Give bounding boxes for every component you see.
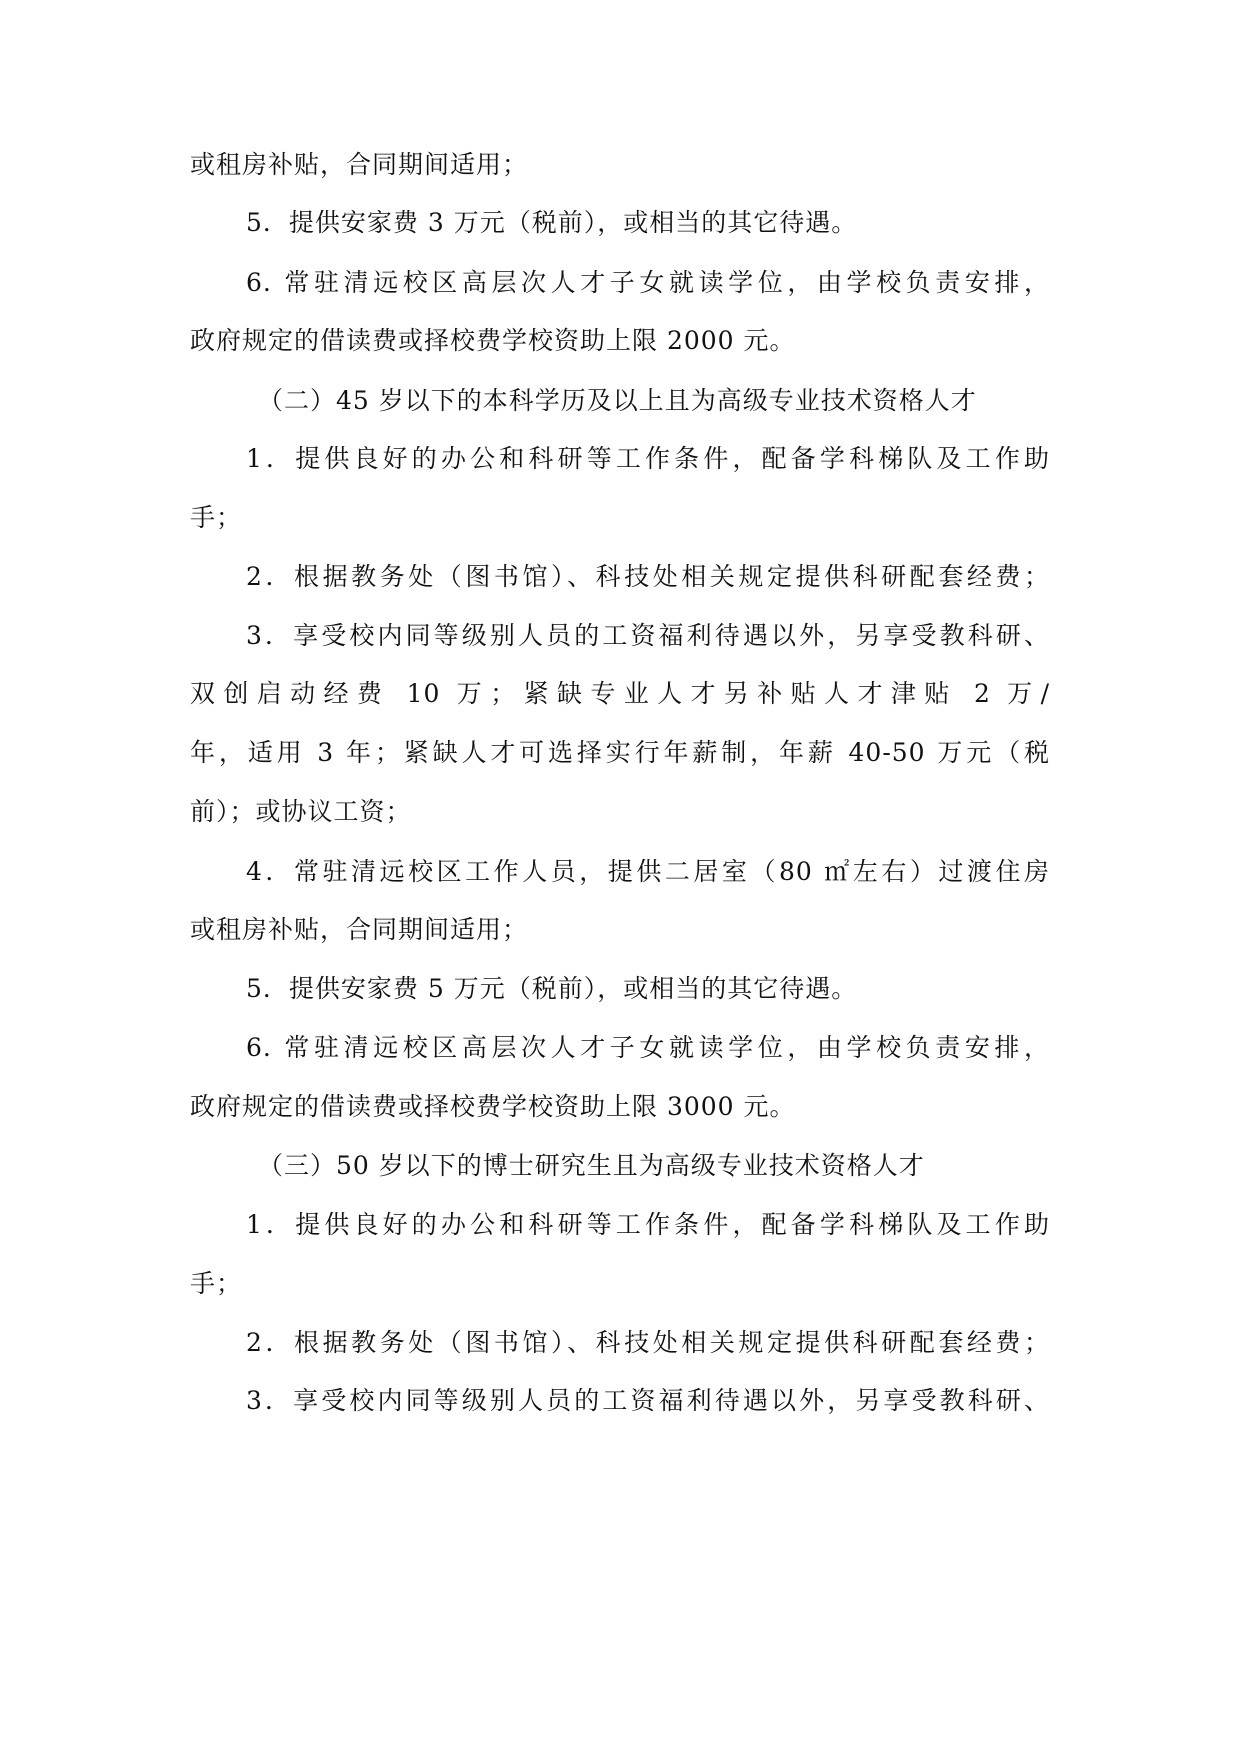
text-line: 4．常驻清远校区工作人员，提供二居室（80 ㎡左右）过渡住房 <box>246 857 1050 886</box>
text-line: 政府规定的借读费或择校费学校资助上限 2000 元。 <box>190 326 796 355</box>
text-line: 或租房补贴，合同期间适用； <box>190 150 529 179</box>
text-line: 1．提供良好的办公和科研等工作条件，配备学科梯队及工作助 <box>246 1210 1050 1239</box>
text-line: 3．享受校内同等级别人员的工资福利待遇以外，另享受教科研、 <box>246 1386 1050 1415</box>
text-line: 手； <box>190 1269 243 1298</box>
text-line: 手； <box>190 503 243 532</box>
text-line: 或租房补贴，合同期间适用； <box>190 915 529 944</box>
text-line: 前）；或协议工资； <box>190 797 412 826</box>
section-heading: （三）50 岁以下的博士研究生且为高级专业技术资格人才 <box>258 1151 925 1180</box>
text-line: 6. 常驻清远校区高层次人才子女就读学位，由学校负责安排， <box>246 268 1050 297</box>
text-line: 2．根据教务处（图书馆）、科技处相关规定提供科研配套经费； <box>246 1328 1050 1357</box>
text-line: 2．根据教务处（图书馆）、科技处相关规定提供科研配套经费； <box>246 562 1050 591</box>
section-heading: （二）45 岁以下的本科学历及以上且为高级专业技术资格人才 <box>258 386 977 415</box>
text-line: 年，适用 3 年；紧缺人才可选择实行年薪制，年薪 40-50 万元（税 <box>190 738 1050 767</box>
text-line: 政府规定的借读费或择校费学校资助上限 3000 元。 <box>190 1092 796 1121</box>
text-line: 1．提供良好的办公和科研等工作条件，配备学科梯队及工作助 <box>246 444 1050 473</box>
text-line: 3．享受校内同等级别人员的工资福利待遇以外，另享受教科研、 <box>246 621 1050 650</box>
text-line: 双创启动经费 10 万；紧缺专业人才另补贴人才津贴 2 万/ <box>190 679 1050 708</box>
text-line: 5．提供安家费 3 万元（税前），或相当的其它待遇。 <box>246 208 858 237</box>
text-line: 5．提供安家费 5 万元（税前），或相当的其它待遇。 <box>246 974 858 1003</box>
text-line: 6. 常驻清远校区高层次人才子女就读学位，由学校负责安排， <box>246 1033 1050 1062</box>
